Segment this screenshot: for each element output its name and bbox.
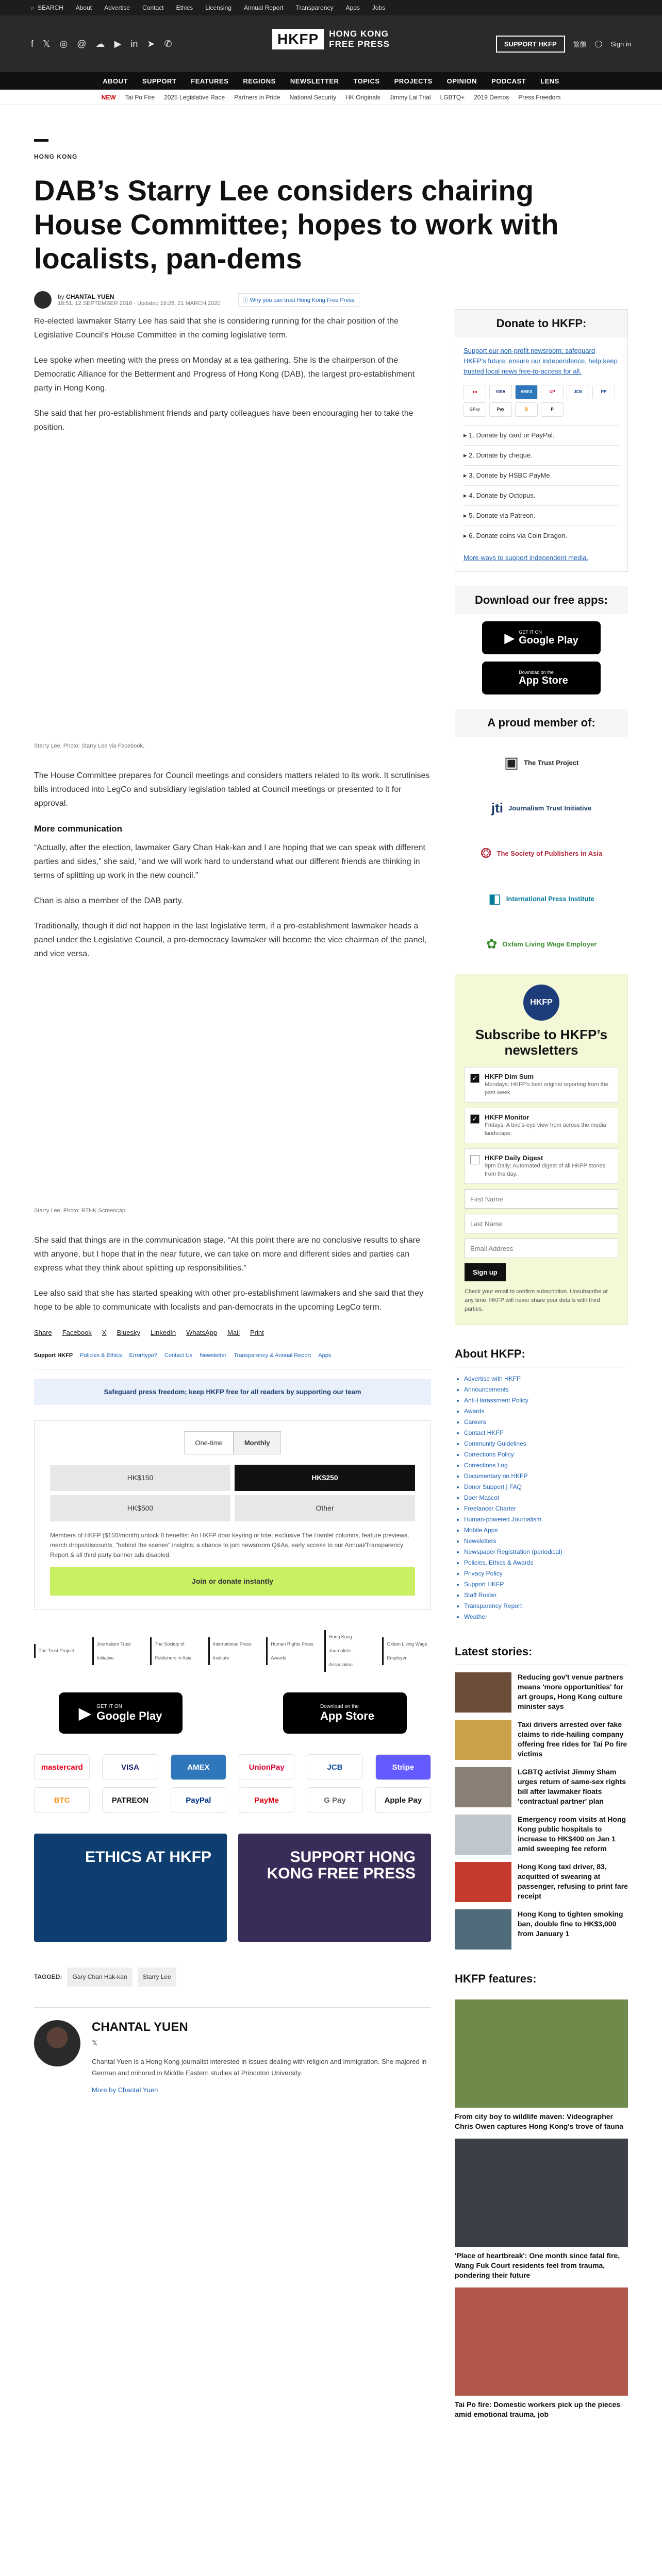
bluesky-icon[interactable]: ☁: [95, 38, 105, 49]
footer-link[interactable]: Error/typo?: [129, 1352, 157, 1359]
share-x[interactable]: X: [102, 1329, 107, 1336]
support-promo[interactable]: SUPPORT HONG KONG FREE PRESS: [238, 1834, 431, 1942]
more-ways-link[interactable]: More ways to support independent media.: [464, 554, 589, 562]
amount-option[interactable]: HK$500: [50, 1495, 230, 1521]
trust-project-icon: ▣: [504, 754, 519, 771]
trending-link[interactable]: National Security: [289, 93, 337, 101]
google-play-icon: ▶: [78, 1703, 92, 1722]
payment-methods: [34, 1754, 431, 1813]
donation-widget: [34, 1420, 431, 1609]
checkbox-unchecked[interactable]: [470, 1155, 479, 1164]
about-link[interactable]: • Policies, Ethics & Awards: [464, 1557, 628, 1568]
donate-option[interactable]: ▸ 6. Donate coins via Coin Dragon.: [464, 526, 619, 546]
ethics-promo[interactable]: ETHICS AT HKFP: [34, 1834, 227, 1942]
newsletter-note: Check your email to confirm subscription. Unsubscribe at any time. HKFP will never share your details with third parties.: [465, 1289, 608, 1312]
user-icon[interactable]: ◯: [594, 40, 603, 47]
bitcoin-icon: ₿: [515, 402, 538, 417]
member-benefits: Members of HKFP ($150/month) unlock 8 benefits: An HKFP door keyring or tote; exclusive The Hamlet columns, feature previews, merch drops/discounts, "behind the scenes" insights; a chance to join newsroom Q&As, early access to our Annual/Transparency Report & all third party banner ads disabled.: [50, 1532, 409, 1558]
utility-link-transparency[interactable]: Transparency: [295, 4, 334, 11]
nav-features[interactable]: FEATURES: [191, 77, 229, 85]
feature-image[interactable]: [455, 2139, 628, 2247]
main-nav: [0, 72, 662, 90]
trending-link[interactable]: Press Freedom: [518, 93, 561, 101]
about-link[interactable]: • Documentary on HKFP: [464, 1471, 628, 1482]
author-avatar[interactable]: [34, 291, 52, 309]
google-play-button[interactable]: ▶ GET IT ON Google Play: [482, 621, 601, 654]
footer-link[interactable]: Contact Us: [164, 1352, 193, 1359]
paragraph: Lee also said that she has started speaking with other pro-establishment lawmakers and she said that they hope to be able to communicate with localists and pan-democrats in the upcoming LegCo term.: [34, 1289, 424, 1312]
paragraph: She said that things are in the communication stage. “At this point there are no conclusive results to share with anyone, but I hope that in the near future, we can take on more and different sides and parties can express what they think about splitting up responsibilities.”: [34, 1236, 420, 1273]
threads-icon[interactable]: @: [77, 38, 87, 49]
bitcoin-logo: BTC: [34, 1787, 90, 1813]
payme-logo: PayMe: [239, 1787, 294, 1813]
member-logo[interactable]: ✿ Oxfam Living Wage Employer: [486, 936, 597, 952]
about-link[interactable]: • Staff Roster: [464, 1590, 628, 1601]
author-name[interactable]: CHANTAL YUEN: [92, 2020, 188, 2034]
telegram-icon[interactable]: ➤: [147, 38, 155, 49]
trending-link[interactable]: 2025 Legislative Race: [164, 93, 225, 101]
checkbox-checked[interactable]: ✓: [470, 1114, 479, 1124]
ipi-icon: ◧: [488, 890, 501, 906]
jti-icon: jti: [491, 800, 503, 816]
nav-podcast[interactable]: PODCAST: [491, 77, 526, 85]
article-title: DAB’s Starry Lee considers chairing House Committee; hopes to work with localists, pan-dems: [34, 174, 559, 275]
proud-title: A proud member of:: [455, 709, 628, 737]
share-linkedin[interactable]: LinkedIn: [151, 1329, 176, 1336]
nav-opinion[interactable]: OPINION: [446, 77, 477, 85]
unionpay-logo: UnionPay: [239, 1754, 294, 1780]
about-link[interactable]: • Human-powered Journalism: [464, 1514, 628, 1525]
author-bio: Chantal Yuen is a Hong Kong journalist interested in issues dealing with religion and immigration. She majored in German and minored in Middle Eastern studies at Princeton University.: [92, 2058, 427, 2077]
patreon-icon: P: [541, 402, 564, 417]
publish-date: 18:51, 12 SEPTEMBER 2016: [58, 300, 133, 307]
nav-topics[interactable]: TOPICS: [353, 77, 380, 85]
member-logo[interactable]: jti Journalism Trust Initiative: [491, 800, 592, 816]
proud-member-block: [455, 709, 628, 963]
feature-headline[interactable]: From city boy to wildlife maven: Videographer Chris Owen captures Hong Kong's trove of fauna: [455, 2112, 623, 2130]
brand-header: [0, 15, 662, 72]
freq-one-time[interactable]: One-time: [184, 1431, 233, 1454]
newsletter-option[interactable]: ✓ HKFP Dim Sum Mondays: HKFP's best original reporting from the past week.: [465, 1067, 618, 1103]
google-pay-icon: GPay: [464, 402, 486, 417]
about-link[interactable]: • Awards: [464, 1406, 628, 1417]
amount-option[interactable]: Other: [235, 1495, 415, 1521]
about-link[interactable]: • Contact HKFP: [464, 1428, 628, 1438]
updated-date: Updated 19:26, 21 MARCH 2020: [137, 300, 221, 307]
utility-link-annual-report[interactable]: Annual Report: [243, 4, 284, 11]
social-links: [31, 39, 172, 49]
latest-story[interactable]: Hong Kong taxi driver, 83, acquitted of swearing at passenger, refusing to print fare receipt: [455, 1862, 628, 1902]
about-link[interactable]: • Newsletters: [464, 1536, 628, 1547]
tagged-label: TAGGED:: [34, 1973, 62, 1980]
donate-option[interactable]: ▸ 5. Donate via Patreon.: [464, 505, 619, 526]
nav-support[interactable]: SUPPORT: [142, 77, 177, 85]
paragraph: Re-elected lawmaker Starry Lee has said that she is considering running for the chair position of the Legislative Council’s House Committee in the coming legislative term.: [34, 317, 399, 340]
search-link[interactable]: ⌕ SEARCH: [31, 4, 63, 11]
utility-link-contact[interactable]: Contact: [142, 4, 164, 11]
article-photo[interactable]: [34, 972, 431, 1199]
latest-story[interactable]: Taxi drivers arrested over fake claims to ride-hailing company offering free rides for Tai Po fire victims: [455, 1720, 628, 1760]
author-photo[interactable]: [34, 2020, 80, 2066]
amount-option-selected[interactable]: HK$250: [235, 1465, 415, 1491]
about-link[interactable]: • Support HKFP: [464, 1579, 628, 1590]
tag[interactable]: Starry Lee: [138, 1968, 176, 1987]
utility-link-jobs[interactable]: Jobs: [372, 4, 386, 11]
app-store-button[interactable]: Download on the App Store: [482, 662, 601, 694]
amount-options: [50, 1465, 415, 1521]
mastercard-logo: mastercard: [34, 1754, 90, 1780]
paragraph: Chan is also a member of the DAB party.: [34, 896, 184, 905]
article-body: [34, 314, 431, 2097]
logo-mark: HKFP: [272, 29, 324, 49]
section-heading: More communication: [34, 824, 122, 834]
promo-banners: [34, 1834, 431, 1942]
jcb-logo: JCB: [307, 1754, 362, 1780]
story-thumbnail[interactable]: [455, 1862, 511, 1902]
tag-list: [34, 1968, 431, 1987]
patreon-logo: PATREON: [102, 1787, 158, 1813]
google-play-icon: ▶: [504, 630, 515, 646]
footer-link[interactable]: Transparency & Annual Report: [234, 1352, 311, 1359]
story-thumbnail[interactable]: [455, 1767, 511, 1807]
utility-link-about[interactable]: About: [75, 4, 92, 11]
trust-link[interactable]: ⓘ Why you can trust Hong Kong Free Press: [238, 293, 359, 307]
logo-wordmark: HONG KONG FREE PRESS: [329, 29, 390, 49]
about-link[interactable]: • Mobile Apps: [464, 1525, 628, 1536]
kicker-rule: [34, 139, 48, 142]
about-block: [455, 1339, 628, 1622]
nav-projects[interactable]: PROJECTS: [394, 77, 433, 85]
article-footer-links: [34, 1349, 431, 1369]
amount-option[interactable]: HK$150: [50, 1465, 230, 1491]
nav-about[interactable]: ABOUT: [103, 77, 128, 85]
unionpay-icon: UP: [541, 385, 564, 399]
nav-regions[interactable]: REGIONS: [243, 77, 276, 85]
tag[interactable]: Gary Chan Hak-kan: [67, 1968, 132, 1987]
paypal-icon: PP: [592, 385, 615, 399]
signup-button[interactable]: Sign up: [465, 1263, 506, 1281]
site-logo[interactable]: [272, 29, 390, 49]
footer-link[interactable]: Apps: [318, 1352, 332, 1359]
frequency-toggle: [50, 1431, 415, 1454]
sopa-icon: ❂: [480, 845, 492, 861]
checkbox-checked[interactable]: ✓: [470, 1074, 479, 1083]
safeguard-banner[interactable]: Safeguard press freedom; keep HKFP free for all readers by supporting our team: [34, 1379, 431, 1405]
sidebar: [455, 309, 628, 2419]
share-label: Share: [34, 1329, 52, 1336]
member-logo[interactable]: ◧ International Press Institute: [488, 890, 594, 906]
about-link[interactable]: • Donor Support | FAQ: [464, 1482, 628, 1493]
member-logo[interactable]: ❂ The Society of Publishers in Asia: [480, 845, 603, 861]
paragraph: She said that her pro-establishment friends and party colleagues have been encouraging her to take the position.: [34, 409, 413, 432]
email-input[interactable]: [465, 1239, 618, 1258]
share-print[interactable]: Print: [250, 1329, 264, 1336]
footer-link[interactable]: Support HKFP: [34, 1352, 73, 1359]
trending-link[interactable]: Partners in Pride: [234, 93, 280, 101]
trending-link[interactable]: 2019 Demos: [474, 93, 509, 101]
newsletter-option[interactable]: ✓ HKFP Monitor Fridays: A bird's-eye view from across the media landscape.: [465, 1108, 618, 1143]
award-logo[interactable]: Oxfam Living Wage Employer: [382, 1637, 431, 1665]
about-link[interactable]: • Careers: [464, 1417, 628, 1428]
paypal-logo: PayPal: [171, 1787, 226, 1813]
footer-link[interactable]: Policies & Ethics: [80, 1352, 122, 1359]
more-by-author-link[interactable]: More by Chantal Yuen: [92, 2086, 158, 2094]
features-title: HKFP features:: [455, 1964, 628, 1992]
donate-option[interactable]: ▸ 1. Donate by card or PayPal.: [464, 425, 619, 445]
photo-caption: Starry Lee. Photo: Starry Lee via Facebook.: [34, 743, 145, 749]
about-link[interactable]: • Freelancer Charter: [464, 1503, 628, 1514]
photo-caption: Starry Lee. Photo: RTHK Screencap.: [34, 1208, 127, 1214]
award-logo[interactable]: The Trust Project: [34, 1644, 83, 1658]
story-thumbnail[interactable]: [455, 1720, 511, 1760]
amex-logo: AMEX: [171, 1754, 226, 1780]
trending-link[interactable]: LGBTQ+: [440, 93, 465, 101]
trending-bar: [0, 90, 662, 105]
share-bluesky[interactable]: Bluesky: [117, 1329, 140, 1336]
facebook-icon[interactable]: f: [31, 38, 34, 49]
member-logo[interactable]: ▣ The Trust Project: [504, 754, 579, 771]
donate-option[interactable]: ▸ 3. Donate by HSBC PayMe.: [464, 465, 619, 485]
paragraph: Lee spoke when meeting with the press on Monday at a tea gathering. She is the chairperson of the Democratic Alliance for the Betterment and Progress of Hong Kong (DAB), the largest pro-establishment party in Hong Kong.: [34, 356, 415, 393]
donate-option[interactable]: ▸ 4. Donate by Octopus.: [464, 485, 619, 505]
newsletter-logo: HKFP: [523, 985, 559, 1021]
trending-link[interactable]: HK Originals: [345, 93, 380, 101]
newsletter-title: Subscribe to HKFP’s newsletters: [475, 1027, 608, 1058]
category-kicker[interactable]: HONG KONG: [34, 153, 78, 160]
apps-block: [455, 586, 628, 694]
about-link[interactable]: • Weather: [464, 1612, 628, 1622]
jcb-icon: JCB: [567, 385, 589, 399]
linkedin-icon[interactable]: in: [130, 38, 138, 49]
last-name-input[interactable]: [465, 1214, 618, 1233]
about-link[interactable]: • Corrections Policy: [464, 1449, 628, 1460]
about-link[interactable]: • Transparency Report: [464, 1601, 628, 1612]
article-header: [34, 139, 627, 309]
about-title: About HKFP:: [455, 1339, 628, 1367]
author-box: [34, 2007, 431, 2097]
card-logos: [464, 385, 619, 417]
about-link[interactable]: • Anti-Harassment Policy: [464, 1395, 628, 1406]
donate-panel: [455, 309, 628, 572]
app-store-buttons: [34, 1692, 431, 1734]
x-icon[interactable]: 𝕏: [43, 38, 51, 49]
support-hkfp-button[interactable]: SUPPORT HKFP: [496, 36, 565, 53]
visa-logo: VISA: [102, 1754, 158, 1780]
donate-intro[interactable]: Support our non-profit newsroom: safeguard HKFP's future, ensure our independence, help keep trusted local news free-to-access for all.: [464, 347, 618, 375]
newsletter-signup: [455, 974, 628, 1325]
award-logo[interactable]: Hong Kong Journalists Association: [324, 1630, 373, 1672]
stripe-logo: Stripe: [375, 1754, 431, 1780]
donate-option[interactable]: ▸ 2. Donate by cheque.: [464, 445, 619, 465]
about-link[interactable]: • Announcements: [464, 1384, 628, 1395]
about-link[interactable]: • Community Guidelines: [464, 1438, 628, 1449]
paragraph: Traditionally, though it did not happen in the last legislative term, if a pro-establishment lawmaker heads a panel under the Legislative Council, a pro-democracy lawmaker will become the vice chairman of the panel, and vice versa.: [34, 922, 427, 958]
about-link[interactable]: • Newspaper Registration (periodical): [464, 1547, 628, 1557]
google-pay-logo: G Pay: [307, 1787, 362, 1813]
feature-image[interactable]: [455, 2287, 628, 2396]
about-link[interactable]: • Advertise with HKFP: [464, 1374, 628, 1384]
join-donate-button[interactable]: Join or donate instantly: [50, 1567, 415, 1596]
award-logo[interactable]: Human Rights Press Awards: [266, 1637, 315, 1665]
trending-link[interactable]: Tai Po Fire: [125, 93, 155, 101]
footer-link[interactable]: Newsletter: [200, 1352, 227, 1359]
mastercard-icon: ●●: [464, 385, 486, 399]
newsletter-option[interactable]: HKFP Daily Digest 9pm Daily: Automated digest of all HKFP stories from the day.: [465, 1148, 618, 1184]
feature-image[interactable]: [455, 1999, 628, 2108]
byline-author: by CHANTAL YUEN: [58, 293, 114, 300]
share-facebook[interactable]: Facebook: [62, 1329, 92, 1336]
share-whatsapp[interactable]: WhatsApp: [186, 1329, 218, 1336]
latest-story[interactable]: Hong Kong to tighten smoking ban, double fine to HK$3,000 from January 1: [455, 1909, 628, 1950]
award-logo[interactable]: The Society of Publishers in Asia: [150, 1637, 199, 1665]
info-icon: ⓘ: [242, 297, 249, 303]
latest-story[interactable]: Reducing gov't venue partners means 'more opportunities' for art groups, Hong Kong culture minister says: [455, 1672, 628, 1713]
about-links: [455, 1374, 628, 1622]
youtube-icon[interactable]: ▶: [114, 38, 122, 49]
article-dates: 18:51, 12 SEPTEMBER 2016 · Updated 19:26, 21 MARCH 2020: [58, 300, 221, 307]
utility-link-apps[interactable]: Apps: [345, 4, 360, 11]
latest-story[interactable]: LGBTQ activist Jimmy Sham urges return of same-sex rights bill after lawmaker floats 'contractual partner' plan: [455, 1767, 628, 1807]
signin-link[interactable]: Sign in: [610, 40, 631, 48]
whatsapp-icon[interactable]: ✆: [164, 38, 172, 49]
utility-bar: [0, 0, 662, 15]
freq-monthly[interactable]: Monthly: [234, 1431, 281, 1454]
app-store-button[interactable]: Download on the App Store: [283, 1692, 407, 1734]
google-play-button[interactable]: ▶ GET IT ON Google Play: [59, 1692, 183, 1734]
oxfam-icon: ✿: [486, 936, 498, 952]
donate-title: Donate to HKFP:: [455, 310, 627, 337]
paragraph: The House Committee prepares for Council meetings and considers matters related to its work. It scrutinises bills introduced into LegCo and subsidiary legislation tabled at Council meetings or presented to it for approval.: [34, 771, 430, 808]
visa-icon: VISA: [489, 385, 512, 399]
share-mail[interactable]: Mail: [227, 1329, 240, 1336]
about-link[interactable]: • Doer Mascot: [464, 1493, 628, 1503]
utility-link-advertise[interactable]: Advertise: [104, 4, 130, 11]
utility-link-ethics[interactable]: Ethics: [176, 4, 193, 11]
award-logo[interactable]: Journalism Trust Initiative: [92, 1637, 141, 1665]
latest-story[interactable]: Emergency room visits at Hong Kong public hospitals to increase to HK$400 on Jan 1 amid sweeping fee reform: [455, 1815, 628, 1855]
utility-link-licensing[interactable]: Licensing: [205, 4, 231, 11]
latest-stories: [455, 1637, 628, 1950]
story-thumbnail[interactable]: [455, 1909, 511, 1950]
about-link[interactable]: • Corrections Log: [464, 1460, 628, 1471]
feature-headline[interactable]: 'Place of heartbreak': One month since fatal fire, Wang Fuk Court residents feel from trauma, pondering their future: [455, 2251, 620, 2279]
trending-link[interactable]: Jimmy Lai Trial: [389, 93, 431, 101]
share-bar: [34, 1326, 431, 1340]
story-thumbnail[interactable]: [455, 1672, 511, 1713]
story-thumbnail[interactable]: [455, 1815, 511, 1855]
instagram-icon[interactable]: ◎: [59, 38, 68, 49]
search-icon: ⌕: [31, 4, 35, 11]
header-actions: [496, 36, 631, 53]
new-label: NEW: [101, 93, 116, 101]
about-link[interactable]: • Privacy Policy: [464, 1568, 628, 1579]
article-photo[interactable]: [34, 446, 431, 734]
hkfp-features: [455, 1964, 628, 2419]
award-logo[interactable]: International Press Institute: [208, 1637, 257, 1665]
apple-pay-logo: Apple Pay: [375, 1787, 431, 1813]
nav-newsletter[interactable]: NEWSLETTER: [290, 77, 339, 85]
feature-headline[interactable]: Tai Po fire: Domestic workers pick up the pieces amid emotional trauma, job: [455, 2400, 621, 2418]
first-name-input[interactable]: [465, 1189, 618, 1209]
latest-title: Latest stories:: [455, 1637, 628, 1665]
awards-row: [34, 1630, 431, 1672]
nav-lens[interactable]: LENS: [540, 77, 559, 85]
language-switch[interactable]: 繁體: [573, 40, 587, 48]
x-icon[interactable]: 𝕏: [92, 2039, 98, 2047]
paragraph: “Actually, after the election, lawmaker Gary Chan Hak-kan and I are hoping that we can speak with different parties and sides,” she said, “and we will work hard to understand what our different friends are thinking in terms of splitting up work in the new council.”: [34, 843, 425, 880]
apps-title: Download our free apps:: [455, 586, 628, 614]
author-link[interactable]: CHANTAL YUEN: [66, 293, 114, 300]
byline: [34, 291, 627, 309]
apple-pay-icon: Pay: [489, 402, 512, 417]
amex-icon: AMEX: [515, 385, 538, 399]
